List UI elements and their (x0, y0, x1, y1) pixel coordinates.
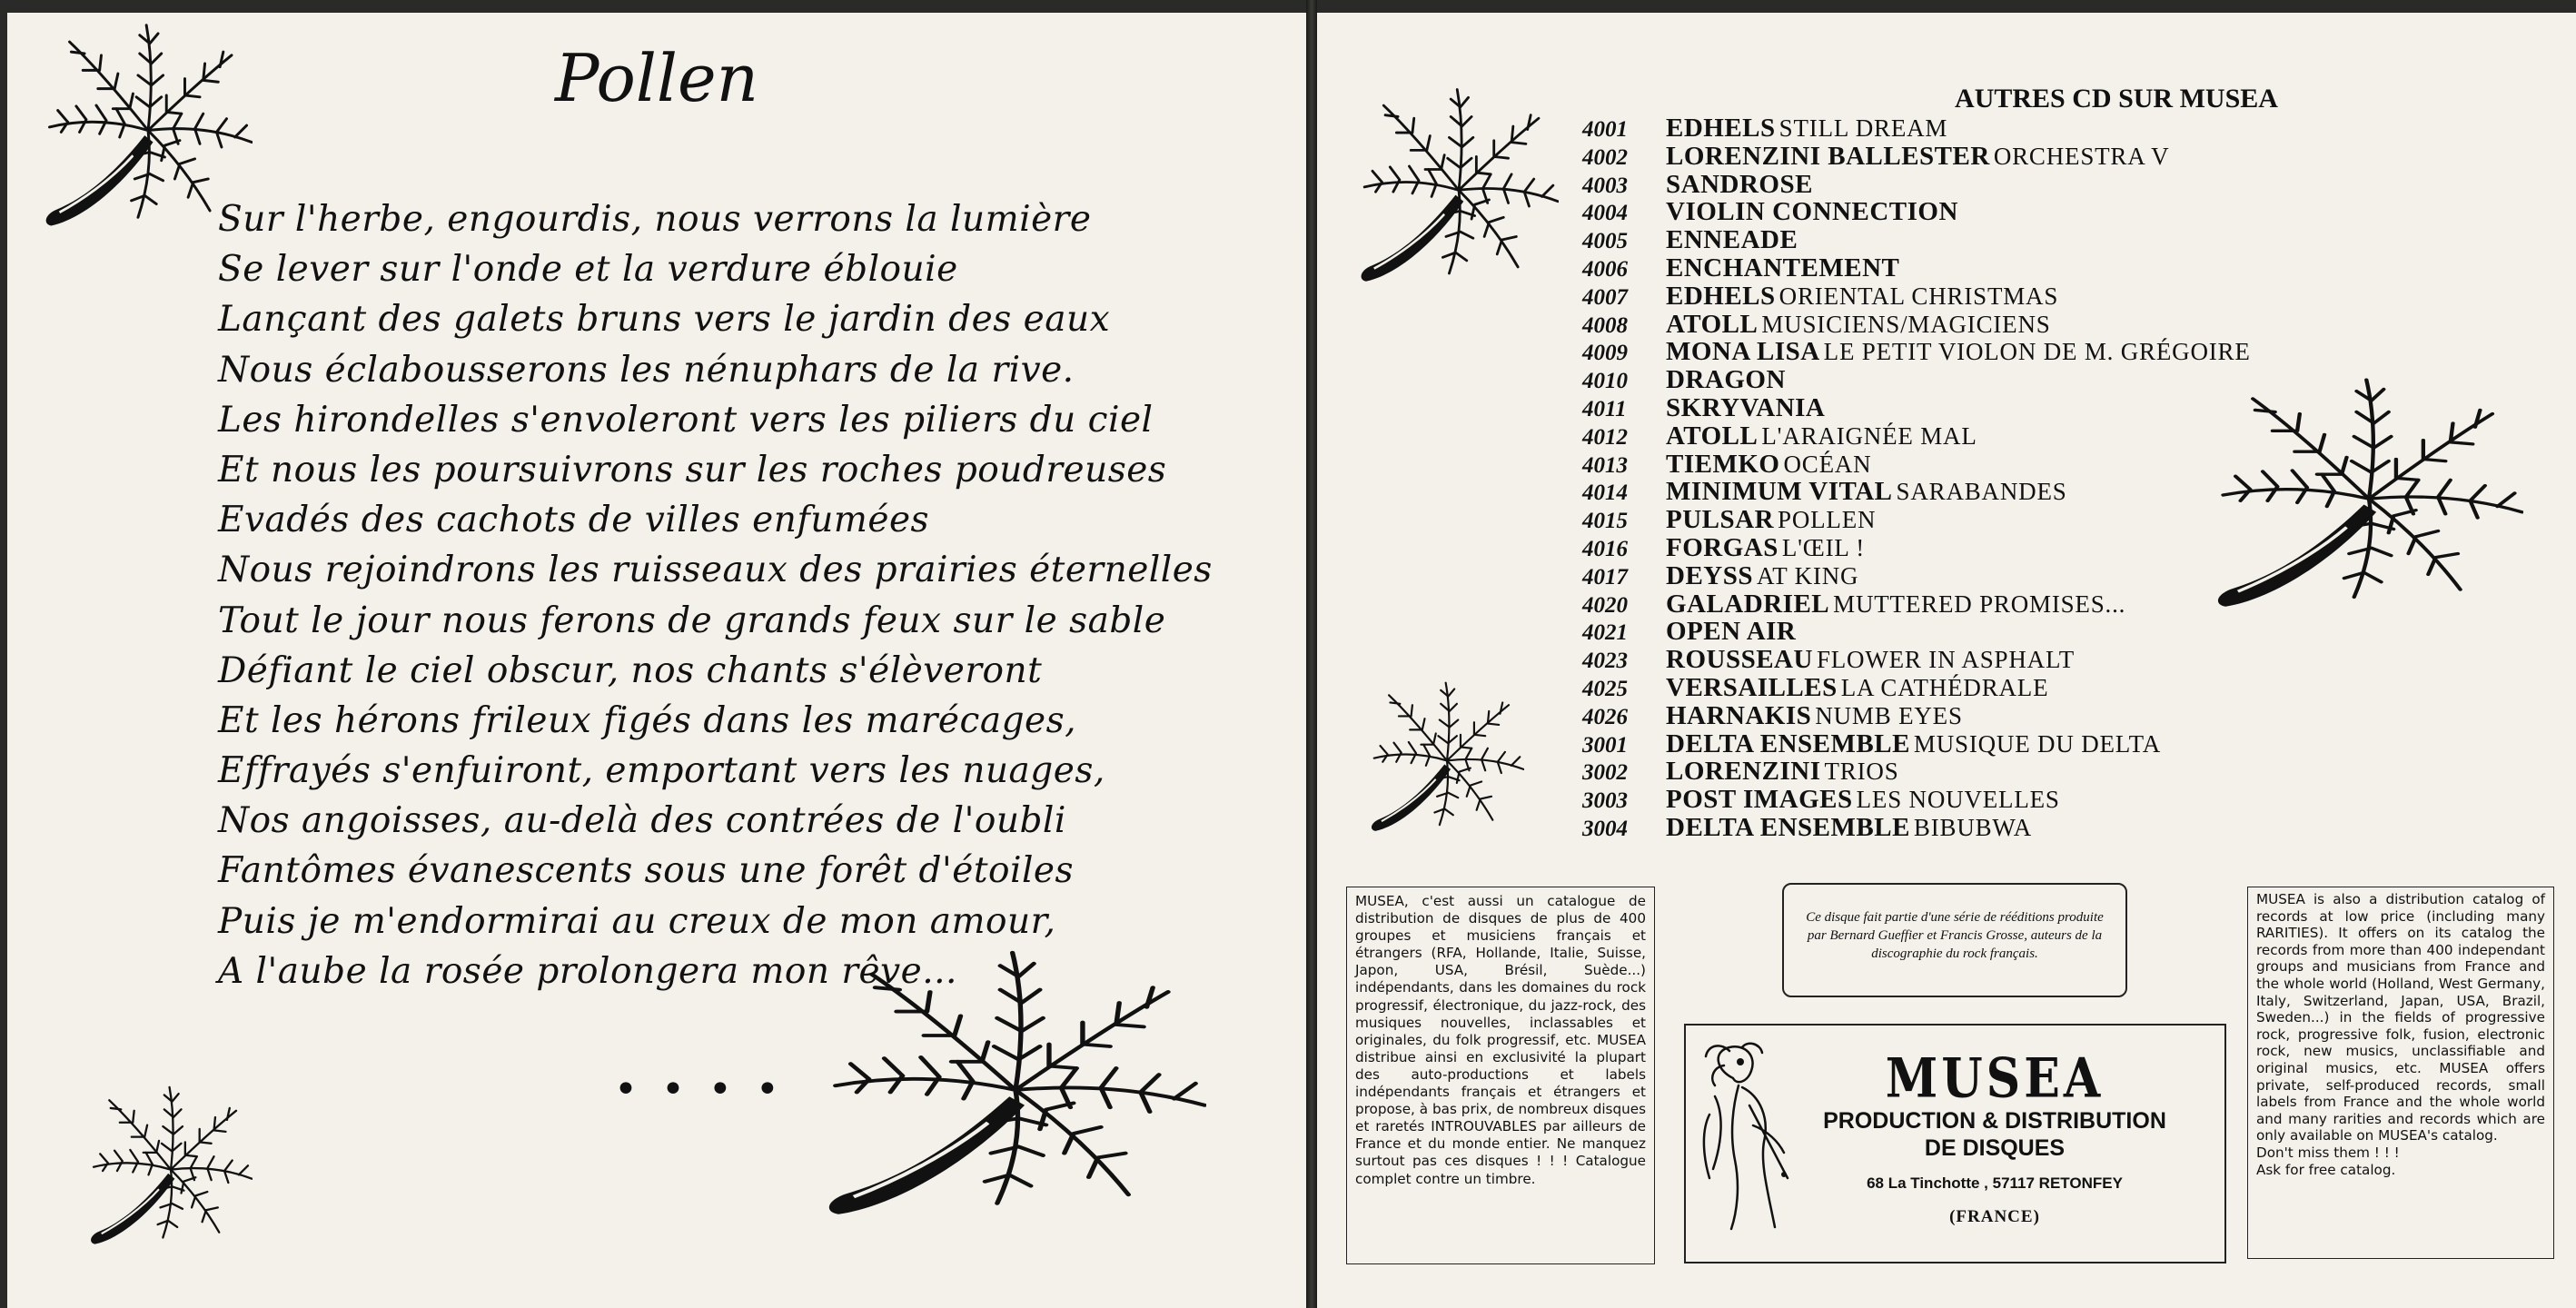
catalog-number: 4010 (1582, 369, 1628, 394)
catalog-artist: EDHELS (1666, 281, 1776, 311)
catalog-entry (1582, 534, 2251, 562)
english-info-end1: Don't miss them ! ! ! (2256, 1144, 2400, 1161)
poem-line: Tout le jour nous ferons de grands feux sur le sable (218, 600, 1166, 641)
catalog-entry (1582, 562, 2251, 590)
poem-line: Se lever sur l'onde et la verdure éblouie (218, 249, 958, 291)
catalog-album: LA CATHÉDRALE (1840, 673, 2049, 701)
catalog-album: MUSIQUE DU DELTA (1913, 729, 2162, 758)
catalog-entry (1582, 506, 2251, 534)
catalog-number: 4026 (1582, 704, 1628, 729)
catalog-number: 4003 (1582, 173, 1628, 198)
musea-country: (FRANCE) (1949, 1207, 2040, 1226)
catalog-artist: ATOLL (1666, 309, 1759, 339)
catalog-number: 4001 (1582, 117, 1628, 142)
poem-line: Lançant des galets bruns vers le jardin des eaux (218, 299, 1111, 341)
english-info-box (2247, 887, 2554, 1259)
catalog-entry (1582, 646, 2251, 674)
catalog-artist: FORGAS (1666, 532, 1778, 562)
catalog-artist: SANDROSE (1666, 169, 1813, 199)
catalog-artist: VERSAILLES (1666, 672, 1838, 702)
production-line2: DE DISQUES (1924, 1135, 2066, 1161)
poem-line: Et les hérons frileux figés dans les marécages, (218, 699, 1077, 741)
catalog-entry (1582, 311, 2251, 339)
musea-address-box (1684, 1024, 2226, 1263)
french-info-box: MUSEA, c'est aussi un catalogue de distribution de disques de plus de 400 groupes et musiciens français et étrangers (RFA, Hollande, Italie, Suisse, Japon, USA, Brésil, Suède...) indépendants, dans les domaines du rock progressif, électronique, du jazz-rock, des musiques nouvelles, inclassables et originales, du folk progressif, etc. MUSEA distribue ainsi en exclusivité la plupart des auto-productions et labels indépendants français et étrangers et propose, à bas prix, de nombreux disques et raretés INTROUVABLES par ailleurs de France et du monde entier. Ne manquez surtout pas ces disques ! ! ! Catalogue complet contre un timbre. (1346, 887, 1655, 1264)
catalog-album: SARABANDES (1896, 478, 2067, 506)
catalog-album: FLOWER IN ASPHALT (1816, 646, 2076, 674)
catalog-artist: MINIMUM VITAL (1666, 477, 1893, 507)
catalog-album: ORIENTAL CHRISTMAS (1778, 282, 2059, 310)
catalog-album: NUMB EYES (1815, 701, 1963, 729)
poem-line: Effrayés s'enfuiront, emportant vers les nuages, (218, 750, 1105, 792)
palm-tree-icon (1359, 82, 1559, 291)
catalog-number: 4015 (1582, 509, 1628, 534)
catalog-album: ORCHESTRA V (1993, 142, 2170, 170)
catalog-entry (1582, 114, 2251, 143)
poem-title: Pollen (555, 40, 758, 116)
poem (218, 194, 1213, 996)
catalog-artist: MONA LISA (1666, 337, 1820, 367)
catalog-number: 3003 (1582, 788, 1628, 814)
catalog-artist: GALADRIEL (1666, 589, 1830, 619)
catalog-album: MUSICIENS/MAGICIENS (1761, 310, 2051, 338)
musea-logo: MUSEA (1885, 1046, 2105, 1111)
catalog-number: 4021 (1582, 620, 1628, 646)
catalog-album: AT KING (1757, 561, 1859, 590)
catalog-album: L'ARAIGNÉE MAL (1761, 421, 1977, 450)
catalog-artist: SKRYVANIA (1666, 392, 1826, 422)
poem-line: Défiant le ciel obscur, nos chants s'élèveront (218, 649, 1043, 691)
right-page (1317, 13, 2576, 1308)
reissue-note: Ce disque fait partie d'une série de rééditions produite par Bernard Gueffier et Francis Grosse, auteurs de la discographie du rock français. (1782, 883, 2127, 997)
catalog-artist: ENCHANTEMENT (1666, 253, 1900, 282)
catalog-artist: ROUSSEAU (1666, 645, 1813, 675)
catalog-number: 3002 (1582, 760, 1628, 786)
catalog-number: 4023 (1582, 649, 1628, 674)
catalog-number: 4007 (1582, 284, 1628, 310)
english-info-end2: Ask for free catalog. (2256, 1161, 2396, 1178)
catalog-entry (1582, 730, 2251, 758)
catalog-entry (1582, 254, 2251, 282)
catalog-entry (1582, 366, 2251, 394)
musea-address: 68 La Tinchotte , 57117 RETONFEY (1867, 1174, 2123, 1192)
catalog-list (1582, 114, 2251, 842)
catalog-entry (1582, 226, 2251, 254)
catalog-number: 4004 (1582, 201, 1628, 226)
catalog-artist: DELTA ENSEMBLE (1666, 728, 1910, 758)
catalog-entry (1582, 618, 2251, 646)
catalog-entry (1582, 702, 2251, 730)
poem-line: Fantômes évanescents sous une forêt d'étoiles (218, 850, 1075, 892)
catalog-entry (1582, 198, 2251, 226)
catalog-title: AUTRES CD SUR MUSEA (1955, 84, 2278, 114)
book-spine (1306, 0, 1317, 1308)
production-line1: PRODUCTION & DISTRIBUTION (1823, 1108, 2166, 1134)
poem-line: Puis je m'endormirai au creux de mon amour, (218, 900, 1056, 942)
catalog-number: 4005 (1582, 229, 1628, 254)
catalog-artist: LORENZINI BALLESTER (1666, 141, 1990, 171)
catalog-number: 4014 (1582, 481, 1628, 506)
catalog-number: 4012 (1582, 424, 1628, 450)
catalog-number: 4013 (1582, 452, 1628, 478)
catalog-album: TRIOS (1824, 758, 1899, 786)
catalog-entry (1582, 143, 2251, 171)
catalog-album: BIBUBWA (1913, 813, 2033, 841)
poem-line: A l'aube la rosée prolongera mon rêve... (218, 950, 957, 992)
catalog-album: LES NOUVELLES (1856, 786, 2060, 814)
catalog-album: POLLEN (1778, 506, 1877, 534)
catalog-number: 4006 (1582, 256, 1628, 282)
catalog-artist: DRAGON (1666, 365, 1786, 395)
poem-line: Les hirondelles s'envoleront vers les piliers du ciel (218, 399, 1154, 441)
catalog-artist: VIOLIN CONNECTION (1666, 197, 1958, 227)
catalog-entry (1582, 478, 2251, 506)
palm-tree-icon (1370, 676, 1524, 839)
catalog-artist: HARNAKIS (1666, 700, 1812, 730)
catalog-number: 3004 (1582, 816, 1628, 841)
catalog-album: MUTTERED PROMISES... (1833, 590, 2126, 618)
catalog-entry (1582, 282, 2251, 311)
poem-line: Sur l'herbe, engourdis, nous verrons la lumière (218, 199, 1092, 240)
catalog-artist: EDHELS (1666, 114, 1776, 143)
catalog-number: 4017 (1582, 564, 1628, 590)
catalog-album: OCÉAN (1783, 450, 1872, 478)
poem-line: Nous rejoindrons les ruisseaux des prairies éternelles (218, 550, 1213, 591)
musician-illustration-icon (1697, 1042, 1797, 1233)
catalog-artist: LORENZINI (1666, 757, 1821, 787)
catalog-number: 4025 (1582, 676, 1628, 701)
catalog-album: STILL DREAM (1778, 114, 1948, 142)
palm-tree-icon (2214, 376, 2523, 612)
ornament-dots: • • • • (614, 1066, 785, 1113)
catalog-entry (1582, 171, 2251, 199)
catalog-entry (1582, 758, 2251, 786)
palm-tree-icon (89, 1085, 253, 1248)
catalog-artist: DEYSS (1666, 560, 1753, 590)
catalog-entry (1582, 394, 2251, 422)
catalog-artist: OPEN AIR (1666, 617, 1797, 647)
catalog-artist: ENNEADE (1666, 225, 1798, 255)
catalog-artist: PULSAR (1666, 505, 1775, 535)
catalog-artist: ATOLL (1666, 421, 1759, 451)
poem-line: Nos angoisses, au-delà des contrées de l'oubli (218, 800, 1066, 842)
catalog-entry (1582, 590, 2251, 619)
english-info-text: MUSEA is also a distribution catalog of records at low price (including many RARITIES). It offers on its catalog the records from more than 400 independant groups and musicians from France and the whole world (Holland, West Germany, Italy, Switzerland, Japan, USA, Brazil, Sweden...) in the fields of progressive rock, progressive folk, fusion, electronic rock, new musics, unclassifiable and original musics, etc. MUSEA offers private, self-produced records, small labels from France and the whole world and many rarities and records which are only available on MUSEA's catalog. (2256, 891, 2545, 1144)
catalog-entry (1582, 338, 2251, 366)
catalog-entry (1582, 674, 2251, 702)
poem-line: Nous éclabousserons les nénuphars de la rive. (218, 349, 1075, 391)
poem-line: Evadés des cachots de villes enfumées (218, 500, 930, 541)
catalog-album: LE PETIT VIOLON DE M. GRÉGOIRE (1823, 338, 2251, 366)
catalog-entry (1582, 422, 2251, 451)
production-label (1786, 1107, 2204, 1162)
catalog-number: 4011 (1582, 396, 1627, 421)
catalog-number: 4002 (1582, 144, 1628, 170)
catalog-entry (1582, 814, 2251, 842)
catalog-number: 4009 (1582, 341, 1628, 366)
poem-line: Et nous les poursuivrons sur les roches poudreuses (218, 449, 1167, 490)
catalog-artist: TIEMKO (1666, 449, 1780, 479)
catalog-number: 4016 (1582, 536, 1628, 561)
catalog-album: L'ŒIL ! (1781, 533, 1866, 561)
left-page (7, 13, 1306, 1308)
catalog-number: 4008 (1582, 312, 1628, 338)
catalog-number: 4020 (1582, 592, 1628, 618)
catalog-artist: POST IMAGES (1666, 785, 1853, 815)
catalog-number: 3001 (1582, 732, 1628, 758)
catalog-entry (1582, 786, 2251, 814)
catalog-artist: DELTA ENSEMBLE (1666, 812, 1910, 842)
catalog-entry (1582, 451, 2251, 479)
